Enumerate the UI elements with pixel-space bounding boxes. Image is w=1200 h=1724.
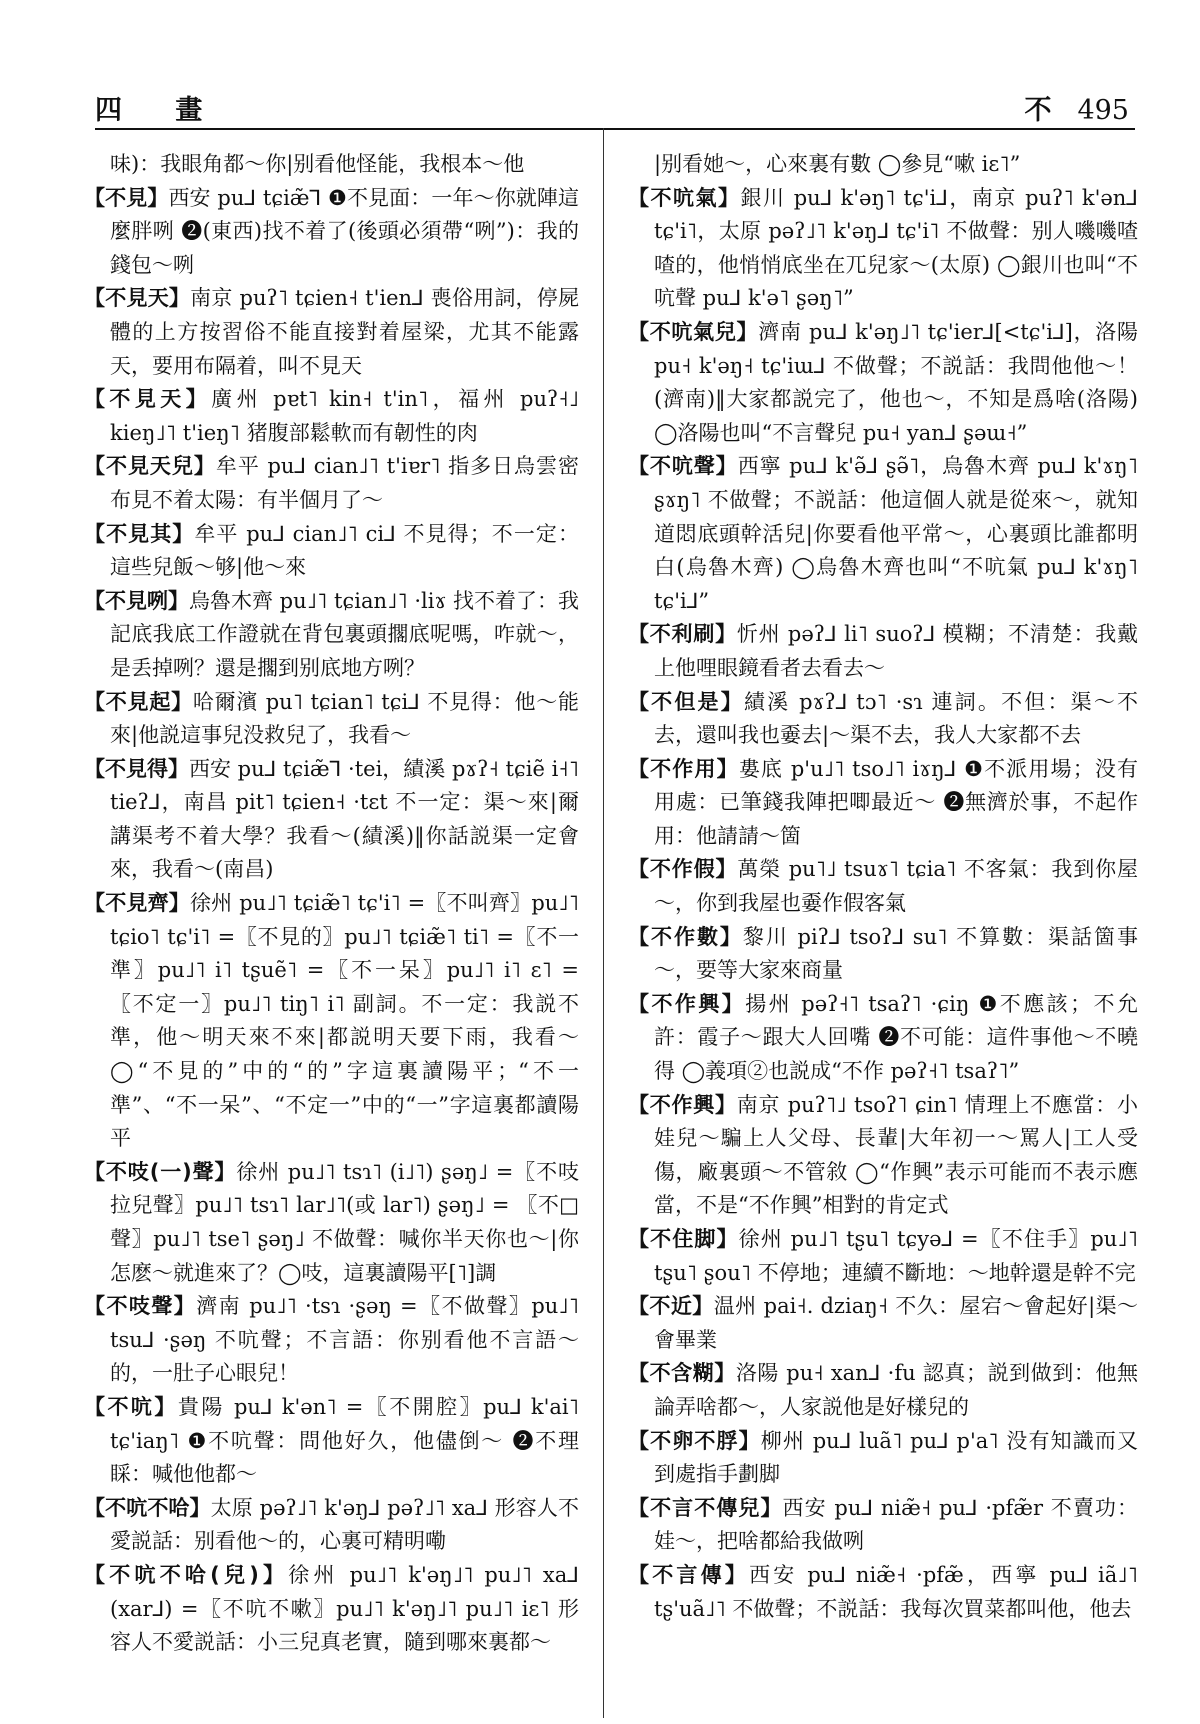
dictionary-entry xyxy=(628,316,1138,450)
dictionary-entry xyxy=(628,1357,1138,1424)
entry-text: 南京 puʔ˥ tɕien˧ t'ien⅃ 喪俗用詞，停屍體的上方按習俗不能直接對着屋梁，尤其不能露天，要用布隔着，叫不見天 xyxy=(110,286,580,378)
dictionary-entry xyxy=(84,1290,579,1391)
entry-text: 西安 pu⅃ niæ̃˧ pu⅃ ·pfæ̃r 不賣功：娃～，把啥都給我做咧 xyxy=(654,1495,1139,1554)
entry-headword: 【不吱(一)聲】 xyxy=(84,1159,237,1184)
entry-headword: 【不作數】 xyxy=(628,924,743,949)
dictionary-entry xyxy=(84,585,580,686)
dictionary-entry xyxy=(628,686,1138,753)
dictionary-entry xyxy=(628,853,1139,920)
dictionary-entry xyxy=(628,1290,1139,1357)
entry-text: 黎川 piʔ⅃ tsoʔ⅃ su˥ 不算數：渠話箇事～，要等大家來商量 xyxy=(654,924,1139,983)
entry-headword: 【不作興】 xyxy=(628,1092,737,1117)
dictionary-entry xyxy=(84,450,579,517)
entry-text: 味)：我眼角都～你|别看他怪能，我根本～他 xyxy=(110,152,525,176)
entry-headword: 【不住脚】 xyxy=(628,1227,739,1251)
dictionary-entry xyxy=(628,618,1138,685)
page-header xyxy=(95,82,1135,130)
dictionary-entry xyxy=(84,182,580,283)
dictionary-entry xyxy=(628,921,1139,988)
dictionary-entry xyxy=(110,148,579,182)
entry-text: 績溪 pɤʔ⅃ tɔ˥ ·sɿ 連詞。不但：渠～不去，還叫我也嫑去|～渠不去，我人大家都不去 xyxy=(654,689,1138,748)
entry-headword: 【不見】 xyxy=(84,185,169,210)
page-number: 495 xyxy=(1077,95,1129,126)
right-column xyxy=(628,148,1138,1626)
entry-headword: 【不見天兒】 xyxy=(84,454,216,479)
dictionary-entry xyxy=(84,383,579,450)
dictionary-entry xyxy=(84,686,579,753)
dictionary-entry xyxy=(628,1089,1138,1223)
entry-headword: 【不見天】 xyxy=(84,286,191,311)
entry-text: 哈爾濱 pu˥ tɕian˥ tɕi⅃ 不見得：他～能來|他説這事兒没救兒了，我看～ xyxy=(110,689,579,748)
entry-headword: 【不言不傳兒】 xyxy=(628,1495,783,1520)
dictionary-entry xyxy=(84,1492,580,1559)
entry-headword: 【不作興】 xyxy=(628,991,746,1016)
left-column xyxy=(84,148,579,1660)
entry-headword: 【不見天】 xyxy=(84,387,212,412)
entry-text: 柳州 pu⅃ luã˥ pu⅃ p'a˥ 没有知識而又到處指手劃脚 xyxy=(654,1428,1139,1487)
entry-text: 徐州 pu˩˥ tɕiæ̃˥ tɕ'i˥ =〖不叫齊〗pu˩˥ tɕio˥ tɕ'i˥ =〖不見的〗pu˩˥ tɕiæ̃˥ ti˥ =〖不一準〗pu˩˥ i˥ tʂuẽ˥ =〖不一呆〗pu˩˥ i˥ ɛ˥ =〖不定一〗pu˩˥ tiŋ˥ i˥ 副詞。不一定：我説不準，他～明天來不來|都説明天要下雨，我看～ ◯“不見的”中的“的”字這裏讀陽平；“不一準”、“不一呆”、“不定一”中的“一”字這裏都讀陽平 xyxy=(110,891,580,1151)
dictionary-entry xyxy=(628,988,1138,1089)
dictionary-entry xyxy=(628,182,1138,316)
entry-headword: 【不言傳】 xyxy=(628,1562,750,1587)
dictionary-entry xyxy=(84,753,580,887)
dictionary-entry xyxy=(84,282,580,383)
dictionary-entry xyxy=(84,887,580,1156)
running-head-character: 不 xyxy=(1024,95,1052,126)
entry-text: 南京 puʔ˥˩ tsoʔ˥ ɕin˥ 情理上不應當：小娃兒～騙上人父母、長輩|大年初一～罵人|工人受傷，廠裏頭～不管敘 ◯“作興”表示可能而不表示應當，不是“不作興”相對的肯定式 xyxy=(654,1092,1138,1218)
entry-text: 婁底 p'u˩˥ tso˩˥ iɤŋ⅃ ❶不派用場；没有用處：已筆錢我陣把唧最近～ ❷無濟於事，不起作用：他請請～箇 xyxy=(654,756,1139,848)
entry-text: 徐州 pu˩˥ tsɿ˥ (i˩˥) ʂəŋ˩ =〖不吱拉兒聲〗pu˩˥ tsɿ˥ lar˩˥(或 lar˥) ʂəŋ˩ = 〖不□聲〗pu˩˥ tse˥ ʂəŋ˩ 不做聲：喊你半天你也～|你怎麽～就進來了？◯吱，這裏讀陽平[˥]調 xyxy=(110,1159,579,1285)
entry-headword: 【不吭聲】 xyxy=(628,454,738,479)
dictionary-entry xyxy=(84,518,580,585)
entry-text: 濟南 pu⅃ k'əŋ˩˥ tɕ'ier⅃[<tɕ'i⅃]，洛陽 pu˧ k'əŋ˧ tɕ'iɯ⅃ 不做聲；不説話：我問他他～！(濟南)‖大家都説完了，他也～，不知是爲啥(洛陽) ◯洛陽也叫“不言聲兒 pu˧ yan⅃ ʂəɯ˧” xyxy=(654,319,1138,445)
dictionary-entry xyxy=(628,753,1139,854)
section-title: 四 畫 xyxy=(95,95,225,126)
entry-headword: 【不吱聲】 xyxy=(84,1294,197,1319)
entry-text: 西安 pu⅃ tɕiæ̃⅂ ·tei，績溪 pɤʔ˧ tɕiẽ i˧˥ tieʔ⅃，南昌 pit˥ tɕien˧ ·tɛt 不一定：渠～來|爾講渠考不着大學？我看～(績溪)‖你話説渠一定會來，我看～(南昌) xyxy=(110,756,580,882)
entry-headword: 【不含糊】 xyxy=(628,1361,736,1386)
entry-headword: 【不但是】 xyxy=(628,689,744,714)
entry-headword: 【不吭氣兒】 xyxy=(628,319,759,344)
entry-text: 銀川 pu⅃ k'əŋ˥ tɕ'i⅃，南京 puʔ˥ k'ən⅃ tɕ'i˥，太原 pəʔ˩˥ k'əŋ⅃ tɕ'i˥ 不做聲：别人嘰嘰喳喳的，他悄悄底坐在兀兒家～(太原) ◯銀川也叫“不吭聲 pu⅃ k'ə˥ ʂəŋ˥” xyxy=(654,185,1138,311)
entry-text: 洛陽 pu˧ xan⅃ ·fu 認真；説到做到：他無論弄啥都～，人家説他是好樣兒的 xyxy=(654,1361,1138,1419)
entry-text: 忻州 pəʔ⅃ li˥ suoʔ⅃ 模糊；不清楚：我戴上他哩眼鏡看者去看去～ xyxy=(654,622,1138,680)
entry-text: |别看她～，心來裏有數 ◯參見“嗽 iɛ˥” xyxy=(654,152,1021,176)
dictionary-entry xyxy=(628,1492,1139,1559)
dictionary-entry xyxy=(84,1391,580,1492)
entry-headword: 【不吭不哈(兒)】 xyxy=(84,1562,289,1587)
entry-text: 牟平 pu⅃ cian˩˥ ci⅃ 不見得；不一定：這些兒飯～够|他～來 xyxy=(110,521,580,580)
entry-text: 廣州 pɐt˥ kin˧ t'in˥，福州 puʔ˧˩ kieŋ˩˥ t'ieŋ˥ 猪腹部鬆軟而有韌性的肉 xyxy=(110,387,579,445)
dictionary-entry xyxy=(84,1156,579,1290)
entry-text: 徐州 pu˩˥ tʂu˥ tɕyə⅃ =〖不住手〗pu˩˥ tʂu˥ ʂou˥ 不停地；連續不斷地：～地幹還是幹不完 xyxy=(654,1227,1139,1285)
entry-headword: 【不見其】 xyxy=(84,521,195,546)
entry-headword: 【不吭】 xyxy=(84,1394,178,1419)
dictionary-entry xyxy=(84,1559,579,1660)
entry-text: 牟平 pu⅃ cian˩˥ t'iɐr˥ 指多日烏雲密布見不着太陽：有半個月了～ xyxy=(110,454,579,512)
dictionary-entry xyxy=(628,1559,1138,1626)
entry-text: 徐州 pu˩˥ k'əŋ˩˥ pu˩˥ xa⅃ (xar⅃) =〖不吭不嗽〗pu˩˥ k'əŋ˩˥ pu˩˥ iɛ˥ 形容人不愛説話：小三兒真老實，隨到哪來裏都～ xyxy=(110,1562,579,1655)
entry-headword: 【不卵不脬】 xyxy=(628,1428,761,1453)
entry-text: 太原 pəʔ˩˥ k'əŋ⅃ pəʔ˩˥ xa⅃ 形容人不愛説話：别看他～的，心裏可精明嘞 xyxy=(110,1495,580,1554)
entry-headword: 【不利刷】 xyxy=(628,622,737,647)
header-right xyxy=(1024,88,1129,127)
dictionary-entry xyxy=(628,450,1138,618)
column-divider xyxy=(603,128,605,1718)
dictionary-entry xyxy=(654,148,1138,182)
entry-headword: 【不見起】 xyxy=(84,689,193,714)
entry-headword: 【不作假】 xyxy=(628,857,738,882)
entry-text: 西安 pu⅃ niæ̃˧ ·pfæ̃，西寧 pu⅃ iã˩˥ tʂ'uã˩˥ 不做聲；不説話：我每次買菜都叫他，他去 xyxy=(654,1562,1138,1621)
entry-text: 揚州 pəʔ˧˥ tsaʔ˥ ·ɕiŋ ❶不應該；不允許：霞子～跟大人回嘴 ❷不可能：這件事他～不曉得 ◯義項②也説成“不作 pəʔ˧˥ tsaʔ˥” xyxy=(654,991,1138,1084)
entry-text: 烏魯木齊 pu˩˥ tɕian˩˥ ·liɤ 找不着了：我記底我底工作證就在背包裏頭擱底呢嗎，咋就～，是丢掉咧？還是擱到别底地方咧？ xyxy=(110,588,580,680)
entry-text: 貴陽 pu⅃ k'ən˥ =〖不開腔〗pu⅃ k'ai˥ tɕ'iaŋ˥ ❶不吭聲：問他好久，他儘倒～ ❷不理睬：喊他他都～ xyxy=(110,1394,580,1487)
entry-text: 西安 pu⅃ tɕiæ̃⅂ ❶不見面：一年～你就陣這麼胖咧 ❷(東西)找不着了(後頭必須帶“咧”)：我的錢包～咧 xyxy=(110,185,580,277)
entry-headword: 【不見咧】 xyxy=(84,588,189,613)
entry-text: 萬榮 pu˥˩ tsuɤ˥ tɕia˥ 不客氣：我到你屋～，你到我屋也嫑作假客氣 xyxy=(654,857,1139,916)
entry-headword: 【不見齊】 xyxy=(84,891,190,916)
entry-headword: 【不近】 xyxy=(628,1294,714,1319)
dictionary-entry xyxy=(628,1223,1139,1290)
entry-headword: 【不吭氣】 xyxy=(628,185,741,210)
entry-headword: 【不吭不哈】 xyxy=(84,1495,211,1520)
entry-text: 温州 pai˧. dziaŋ˧ 不久：屋宕～會起好|渠～會畢業 xyxy=(654,1294,1139,1352)
dictionary-entry xyxy=(628,1425,1139,1492)
entry-headword: 【不見得】 xyxy=(84,756,189,781)
entry-text: 西寧 pu⅃ k'ə̃⅃ ʂə̃˥，烏魯木齊 pu⅃ k'ɤŋ˥ ʂɤŋ˥ 不做聲；不説話：他這個人就是從來～，就知道悶底頭幹活兒|你要看他平常～，心裏頭比誰都明白(烏魯木齊) ◯烏魯木齊也叫“不吭氣 pu⅃ k'ɤŋ˥ tɕ'i⅃” xyxy=(654,454,1138,613)
entry-text: 濟南 pu˩˥ ·tsɿ ·ʂəŋ =〖不做聲〗pu˩˥ tsu⅃ ·ʂəŋ 不吭聲；不言語：你别看他不言語～的，一肚子心眼兒！ xyxy=(110,1294,579,1386)
entry-headword: 【不作用】 xyxy=(628,756,739,781)
